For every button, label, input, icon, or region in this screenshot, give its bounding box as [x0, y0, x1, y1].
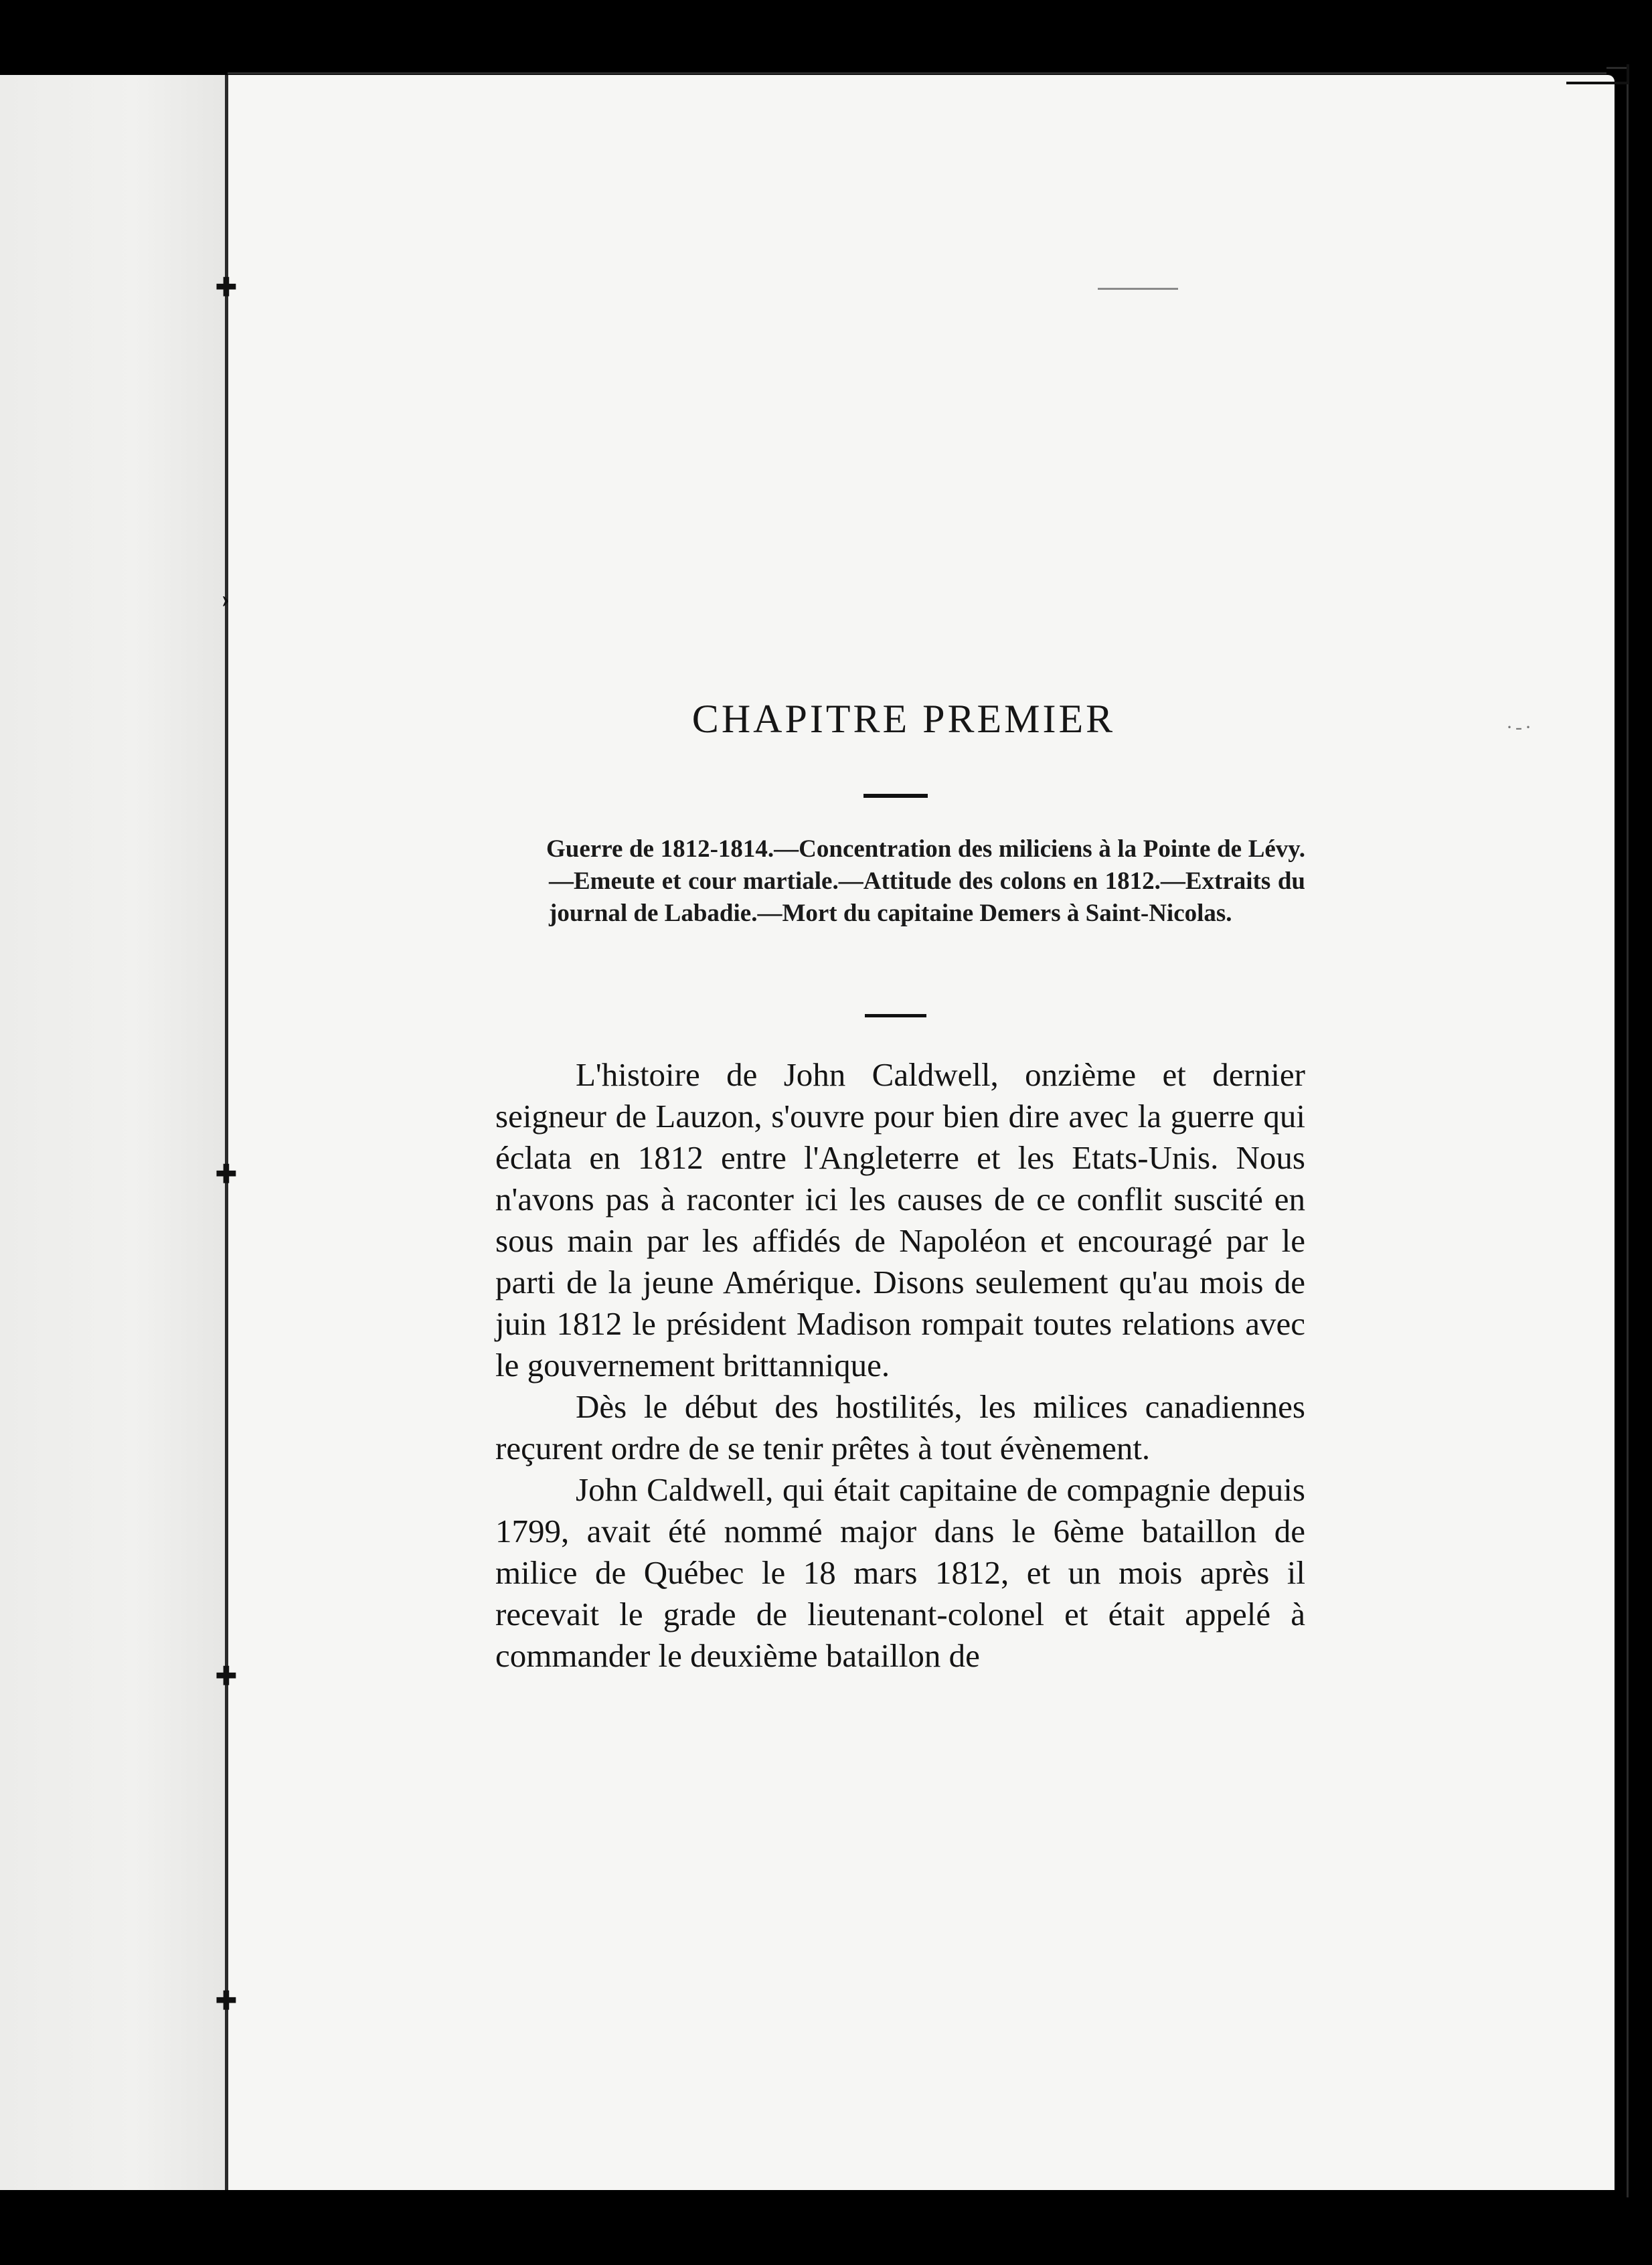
binding-stitch: › [221, 585, 230, 613]
paragraph: Dès le début des hostilités, les milices canadiennes reçurent ordre de se tenir prêtes à tout évènement. [495, 1388, 1305, 1466]
page-top-edge [228, 72, 1606, 74]
binding-gutter [0, 75, 225, 2190]
chapter-title: CHAPITRE PREMIER [691, 697, 1116, 741]
page-right-edge [1606, 67, 1629, 2197]
chapter-summary: Guerre de 1812-1814.—Concentration des miliciens à la Pointe de Lévy.—Emeute et cour martiale.—Attitude des colons en 1812.—Extraits du journal de Labadie.—Mort du capitaine Demers à Saint-Nicolas. [546, 835, 1305, 927]
paragraph: L'histoire de John Caldwell, onzième et dernier seigneur de Lauzon, s'ouvre pour bien dire avec la guerre qui éclata en 1812 entre l'Angleterre et les Etats-Unis. Nous n'avons pas à raconter ici les causes de ce conflit suscité en sous main par les affidés de Napoléon et encouragé par le parti de la jeune Amérique. Disons seulement qu'au mois de juin 1812 le président Madison rompait toutes relations avec le gouvernement brittannique. [495, 1056, 1305, 1383]
scan-corner-mark [1566, 64, 1629, 84]
paragraph: John Caldwell, qui était capitaine de compagnie depuis 1799, avait été nommé major dans le 6ème bataillon de milice de Québec le 18 mars 1812, et un mois après il recevait le grade de lieutenant-colonel et était appelé à commander le deuxième bataillon de [495, 1471, 1305, 1674]
binding-stitch: ✚ [216, 1161, 237, 1189]
binding-stitch: ✚ [216, 1987, 237, 2015]
binding-stitch: ✚ [216, 1663, 237, 1691]
title-rule [863, 794, 928, 798]
chapter-body [495, 1054, 1305, 1677]
binding-line [225, 75, 228, 2190]
page-mark [1098, 288, 1178, 290]
page-mark: ·-· [1506, 716, 1534, 738]
summary-rule [865, 1014, 926, 1017]
binding-stitch: ✚ [216, 274, 237, 302]
